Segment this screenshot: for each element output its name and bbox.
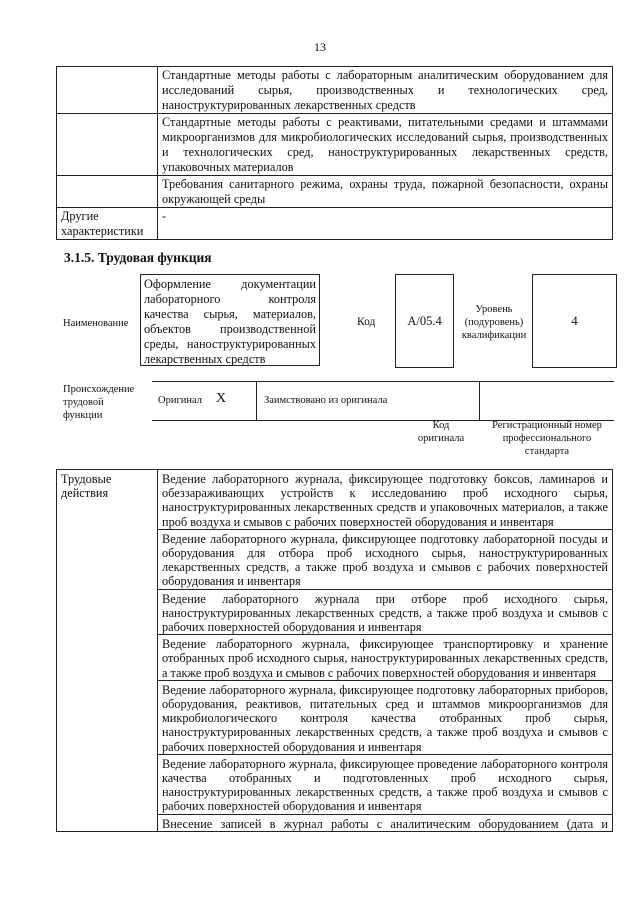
row-label-other-characteristics: Другие характеристики <box>57 208 158 240</box>
row-label <box>57 114 158 176</box>
page-number: 13 <box>314 40 326 54</box>
borrowed-label: Заимствовано из оригинала <box>264 395 388 406</box>
code-label: Код <box>357 316 376 328</box>
function-name-box: Оформление документации лабораторного контроля качества сырья, материалов, объектов производственной среды, наноструктурированных лекарственных средств <box>140 274 320 366</box>
section-title: 3.1.5. Трудовая функция <box>64 250 212 265</box>
reg-number-caption: Регистрационный номер профессионального стандарта <box>492 420 602 457</box>
action-item: Внесение записей в журнал работы с аналитическим оборудованием (дата и <box>158 814 613 831</box>
level-value-box: 4 <box>532 274 617 368</box>
knowledge-table-continuation <box>56 66 613 240</box>
row-text: Стандартные методы работы с реактивами, питательными средами и штаммами микроорганизмов для микробиологических исследований сырья, производственных и технологических сред, наноструктурированных лекарственных средств, упаковочных материалов <box>158 114 613 176</box>
row-text: - <box>158 208 613 240</box>
table-row <box>57 114 613 176</box>
code-original-caption: Код оригинала <box>417 420 465 444</box>
origin-label: Происхождение трудовой функции <box>63 384 135 421</box>
row-label <box>57 176 158 208</box>
actions-label: Трудовые действия <box>57 470 158 832</box>
table-row <box>57 470 613 530</box>
action-item: Ведение лабораторного журнала, фиксирующее проведение лабораторного контроля качества отобранных и подготовленных проб исходного сырья, наноструктурированных лекарственных средств, а также проб воздуха и смывов с рабочих поверхностей оборудования и инвентаря <box>158 754 613 814</box>
name-label: Наименование <box>63 318 129 329</box>
labour-actions-table <box>56 469 613 832</box>
original-label: Оригинал <box>158 395 202 406</box>
row-label <box>57 67 158 114</box>
action-item: Ведение лабораторного журнала при отборе проб исходного сырья, наноструктурированных лекарственных средств, а также проб воздуха и смывов с рабочих поверхностей оборудования и инвентаря <box>158 589 613 635</box>
table-row <box>57 208 613 240</box>
row-text: Требования санитарного режима, охраны труда, пожарной безопасности, охраны окружающей среды <box>158 176 613 208</box>
action-item: Ведение лабораторного журнала, фиксирующее подготовку лабораторной посуды и оборудования для отбора проб исходного сырья, наноструктурированных лекарственных средств, а также проб воздуха и смывов с рабочих поверхностей оборудования и инвентаря <box>158 529 613 589</box>
table-row <box>57 67 613 114</box>
action-item: Ведение лабораторного журнала, фиксирующее подготовку боксов, ламинаров и обеззараживающих устройств к исследованию проб исходного сырья, наноструктурированных лекарственных средств и упаковочных материалов, а также проб воздуха и смывов с рабочих поверхностей оборудования и инвентаря <box>158 470 613 530</box>
origin-row <box>152 381 614 421</box>
level-label: Уровень (подуровень) квалификации <box>461 304 527 341</box>
row-text: Стандартные методы работы с лабораторным аналитическим оборудованием для исследований сырья, производственных и технологических сред, наноструктурированных лекарственных средств <box>158 67 613 114</box>
table-row <box>57 176 613 208</box>
original-mark: X <box>216 391 227 406</box>
action-item: Ведение лабораторного журнала, фиксирующее транспортировку и хранение отобранных проб исходного сырья, наноструктурированных лекарственных средств, а также проб воздуха и смывов с рабочих поверхностей оборудования и инвентаря <box>158 635 613 681</box>
action-item: Ведение лабораторного журнала, фиксирующее подготовку лабораторных приборов, оборудования, реактивов, питательных сред и штаммов микроорганизмов для микробиологического контроля качества отобранных проб сырья, наноструктурированных лекарственных средств, а также проб воздуха и смывов с рабочих поверхностей оборудования и инвентаря <box>158 680 613 754</box>
code-value-box: А/05.4 <box>395 274 454 368</box>
